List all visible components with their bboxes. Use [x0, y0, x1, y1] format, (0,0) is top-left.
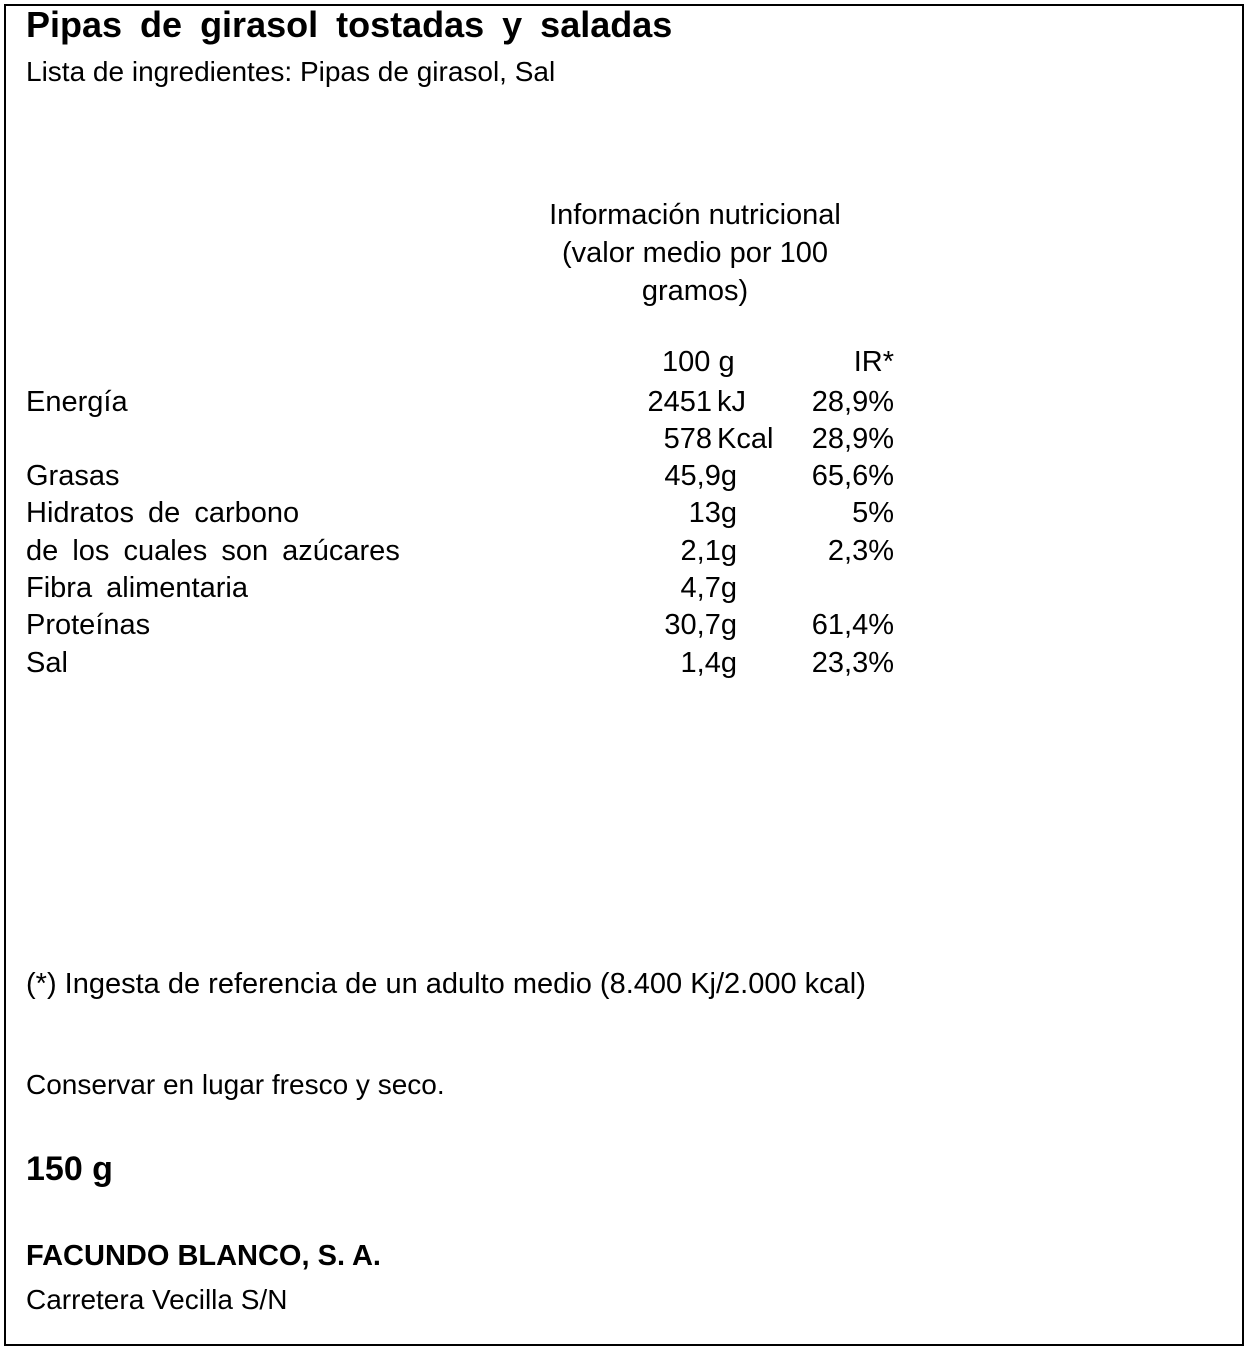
row-ir-carbohydrates: 5% [852, 497, 894, 529]
energy-kj-unit: kJ [717, 386, 746, 418]
row-amount-salt: 1,4g [680, 647, 737, 679]
row-label-sugars: de los cuales son azúcares [26, 535, 400, 567]
nutrition-heading [505, 196, 885, 310]
column-header-amount: 100 g [662, 346, 735, 378]
energy-kj-value: 2451 [647, 386, 712, 418]
reference-intake-footnote: (*) Ingesta de referencia de un adulto medio (8.400 Kj/2.000 kcal) [26, 968, 866, 1000]
storage-instructions: Conservar en lugar fresco y seco. [26, 1069, 445, 1100]
net-weight: 150 g [26, 1150, 113, 1188]
ingredients-list: Lista de ingredientes: Pipas de girasol, Sal [26, 56, 556, 87]
row-amount-sugars: 2,1g [680, 535, 737, 567]
row-ir-salt: 23,3% [811, 647, 894, 679]
row-ir-fat: 65,6% [811, 460, 894, 492]
nutrition-heading-line2: (valor medio por 100 [562, 237, 828, 269]
product-title: Pipas de girasol tostadas y saladas [26, 4, 673, 45]
row-amount-fiber: 4,7g [680, 572, 737, 604]
energy-kcal-value: 578 [663, 423, 712, 455]
company-name: FACUNDO BLANCO, S. A. [26, 1240, 381, 1272]
row-label-protein: Proteínas [26, 609, 151, 641]
row-label-fat: Grasas [26, 460, 120, 492]
row-ir-protein: 61,4% [811, 609, 894, 641]
energy-kcal-unit: Kcal [717, 423, 774, 455]
row-label-energy: Energía [26, 386, 128, 418]
row-amount-protein: 30,7g [664, 609, 737, 641]
row-amount-carbohydrates: 13g [688, 497, 737, 529]
row-label-fiber: Fibra alimentaria [26, 572, 248, 604]
row-label-salt: Sal [26, 647, 68, 679]
nutrition-heading-line3: gramos) [641, 275, 749, 307]
row-ir-sugars: 2,3% [827, 535, 894, 567]
row-amount-fat: 45,9g [664, 460, 737, 492]
energy-kj-ir: 28,9% [811, 386, 894, 418]
company-address: Carretera Vecilla S/N [26, 1284, 288, 1315]
column-header-ir: IR* [853, 346, 894, 378]
row-label-carbohydrates: Hidratos de carbono [26, 497, 300, 529]
energy-kcal-ir: 28,9% [811, 423, 894, 455]
nutrition-heading-line1: Información nutricional [549, 199, 841, 231]
